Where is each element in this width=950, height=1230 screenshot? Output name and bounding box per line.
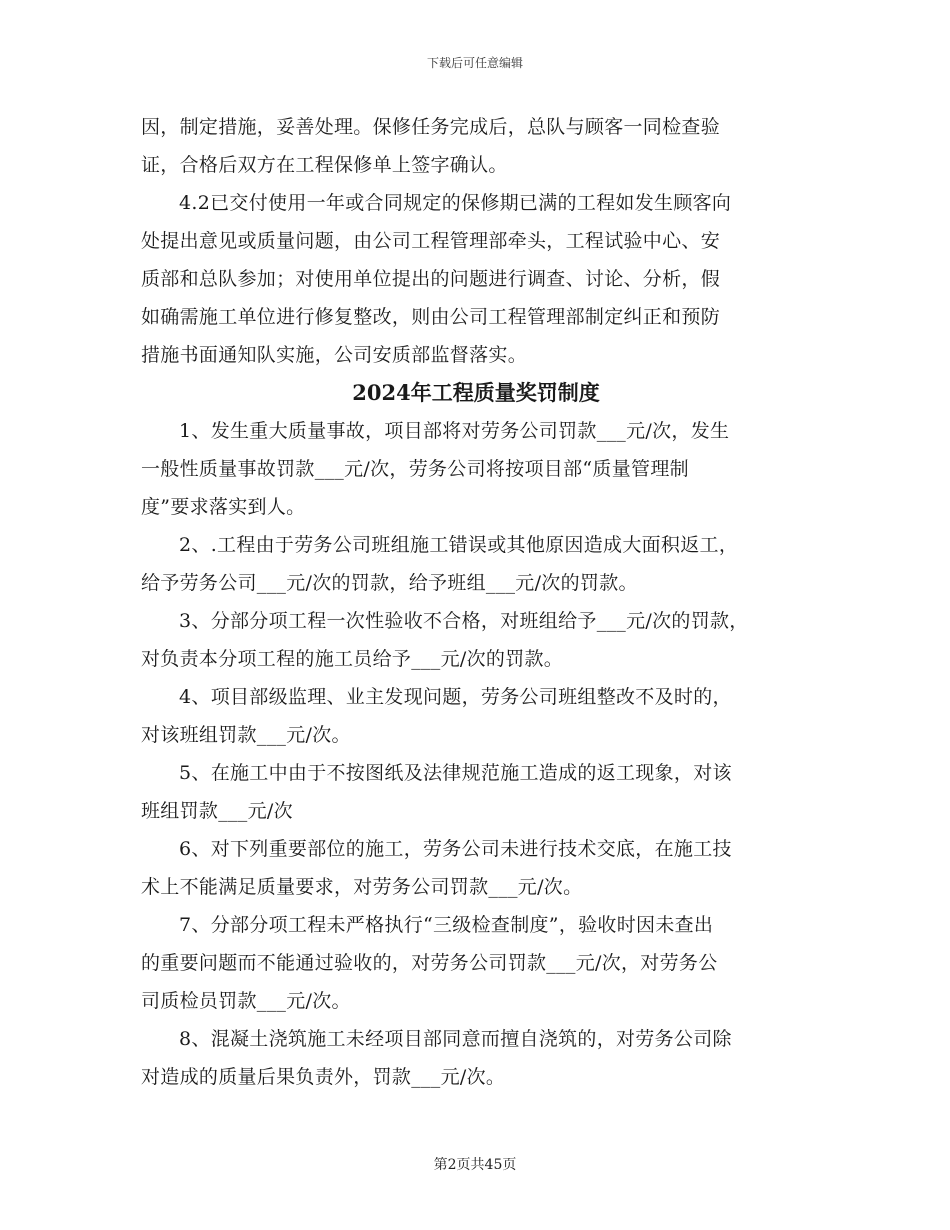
text-line: 给予劳务公司___元/次的罚款，给予班组___元/次的罚款。	[141, 572, 638, 594]
text-line: 司质检员罚款___元/次。	[141, 990, 351, 1012]
text-line: 对造成的质量后果负责外，罚款___元/次。	[141, 1066, 506, 1088]
text-line: 1、发生重大质量事故，项目部将对劳务公司罚款___元/次，发生	[179, 420, 730, 442]
text-line: 质部和总队参加；对使用单位提出的问题进行调查、讨论、分析，假	[141, 268, 721, 290]
text-line: 2、.工程由于劳务公司班组施工错误或其他原因造成大面积返工，	[179, 534, 739, 556]
text-line: 4.2已交付使用一年或合同规定的保修期已满的工程如发生顾客向	[179, 192, 732, 214]
text-line: 的重要问题而不能通过验收的，对劳务公司罚款___元/次，对劳务公	[141, 952, 718, 974]
text-line: 7、分部分项工程未严格执行“三级检查制度”，验收时因未查出	[179, 914, 714, 936]
text-line: 对负责本分项工程的施工员给予___元/次的罚款。	[141, 648, 564, 670]
text-line: 6、对下列重要部位的施工，劳务公司未进行技术交底，在施工技	[179, 838, 732, 860]
text-line: 一般性质量事故罚款___元/次，劳务公司将按项目部“质量管理制	[141, 458, 689, 480]
text-line: 处提出意见或质量问题，由公司工程管理部牵头，工程试验中心、安	[141, 230, 721, 252]
section-title: 2024年工程质量奖罚制度	[352, 380, 600, 405]
text-line: 对该班组罚款___元/次。	[141, 724, 351, 746]
text-line: 8、混凝土浇筑施工未经项目部同意而擅自浇筑的，对劳务公司除	[179, 1028, 732, 1050]
page-header: 下载后可任意编辑	[426, 56, 523, 70]
text-line: 4、项目部级监理、业主发现问题，劳务公司班组整改不及时的，	[179, 686, 732, 708]
text-line: 3、分部分项工程一次性验收不合格，对班组给予___元/次的罚款，	[179, 610, 749, 632]
page-number: 第2页共45页	[433, 1157, 517, 1173]
text-line: 5、在施工中由于不按图纸及法律规范施工造成的返工现象，对该	[179, 762, 732, 784]
document-body	[141, 108, 821, 1096]
text-line: 证，合格后双方在工程保修单上签字确认。	[141, 154, 508, 176]
text-line: 如确需施工单位进行修复整改，则由公司工程管理部制定纠正和预防	[141, 306, 721, 328]
text-line: 术上不能满足质量要求，对劳务公司罚款___元/次。	[141, 876, 583, 898]
text-line: 度”要求落实到人。	[141, 496, 306, 518]
text-line: 班组罚款___元/次	[141, 800, 293, 822]
text-line: 因，制定措施，妥善处理。保修任务完成后，总队与顾客一同检查验	[141, 116, 721, 138]
text-line: 措施书面通知队实施，公司安质部监督落实。	[141, 344, 528, 366]
